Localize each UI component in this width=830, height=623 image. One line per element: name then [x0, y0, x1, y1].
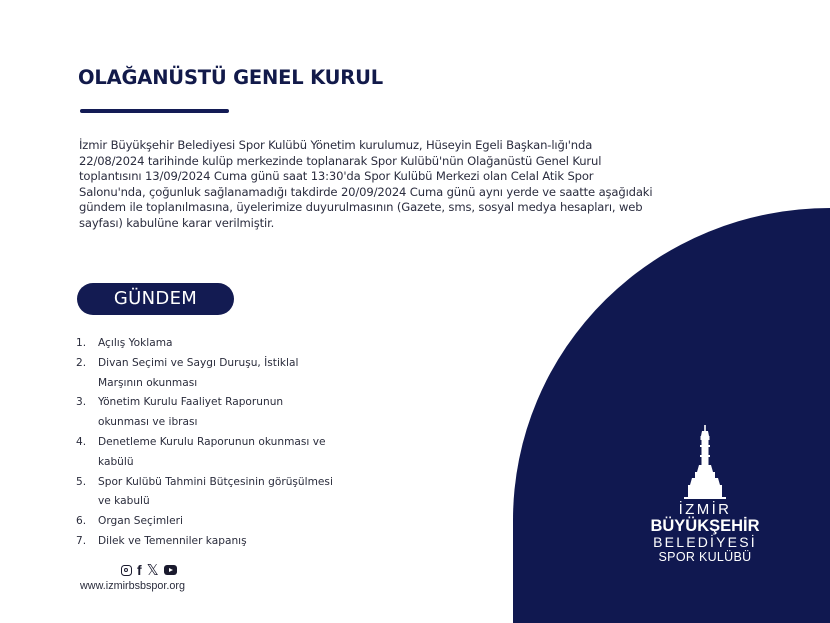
agenda-item-number: 3.: [76, 396, 87, 409]
agenda-item-number: 4.: [76, 435, 87, 448]
logo-line-spor-kulubu: SPOR KULÜBÜ: [658, 550, 752, 564]
intro-paragraph: İzmir Büyükşehir Belediyesi Spor Kulübü Yönetim kurulumuz, Hüseyin Egeli Başkan-lığı'nda 22/08/2024 tarihinde kulüp merkezinde toplanarak Spor Kulübü'nün Olağanüstü Genel Kurul toplantısını 13/09/2024 Cuma günü saat 13:30'da Spor Kulübü Merkezi olan Celal Atik Spor Salonu'nda, çoğunluk sağlanamadığı takdirde 20/09/2024 Cuma günü aynı yerde ve saatte aşağıdaki gündem ile toplanılmasına, üyelerimize duyurulmasının (Gazete, sms, sosyal medya hesapları, web sayfası) kabulüne karar verilmiştir.: [79, 138, 653, 230]
x-icon[interactable]: 𝕏: [146, 561, 159, 579]
clock-tower-icon: [680, 425, 730, 500]
agenda-item-text: Organ Seçimleri: [98, 515, 183, 528]
youtube-icon[interactable]: [164, 565, 177, 575]
agenda-list: [76, 334, 336, 552]
logo-line-buyuksehir: BÜYÜKŞEHİR: [650, 517, 760, 535]
agenda-item-text: Yönetim Kurulu Faaliyet Raporunun okunması ve ibrası: [98, 396, 284, 429]
agenda-item-text: Spor Kulübü Tahmini Bütçesinin görüşülmesi ve kabulü: [98, 475, 333, 508]
agenda-item-number: 6.: [76, 515, 87, 528]
agenda-heading: GÜNDEM: [77, 283, 234, 315]
agenda-item-number: 5.: [76, 475, 87, 488]
agenda-item: [76, 512, 336, 532]
agenda-item-number: 2.: [76, 356, 87, 369]
instagram-icon[interactable]: [121, 565, 132, 576]
agenda-item-text: Açılış Yoklama: [98, 337, 173, 349]
title-underline: [80, 109, 229, 113]
club-logo: [640, 425, 770, 564]
agenda-item: [76, 433, 336, 473]
logo-line-izmir: İZMİR: [678, 501, 732, 518]
logo-line-belediyesi: BELEDİYESİ: [653, 534, 757, 550]
social-icons: [121, 563, 177, 577]
agenda-item-text: Denetleme Kurulu Raporunun okunması ve kabülü: [98, 435, 326, 468]
page-title: OLAĞANÜSTÜ GENEL KURUL: [78, 66, 383, 89]
agenda-item: [76, 473, 336, 513]
agenda-item: [76, 532, 336, 552]
website-link[interactable]: www.izmirbsbspor.org: [80, 580, 186, 592]
agenda-item-number: 7.: [76, 534, 87, 547]
agenda-item-text: Dilek ve Temenniler kapanış: [98, 534, 247, 547]
agenda-item: [76, 334, 336, 354]
agenda-item-text: Divan Seçimi ve Saygı Duruşu, İstiklal Marşının okunması: [98, 356, 299, 389]
agenda-item-number: 1.: [76, 337, 87, 349]
facebook-icon[interactable]: f: [137, 562, 142, 578]
agenda-item: [76, 354, 336, 394]
agenda-item: [76, 393, 336, 433]
